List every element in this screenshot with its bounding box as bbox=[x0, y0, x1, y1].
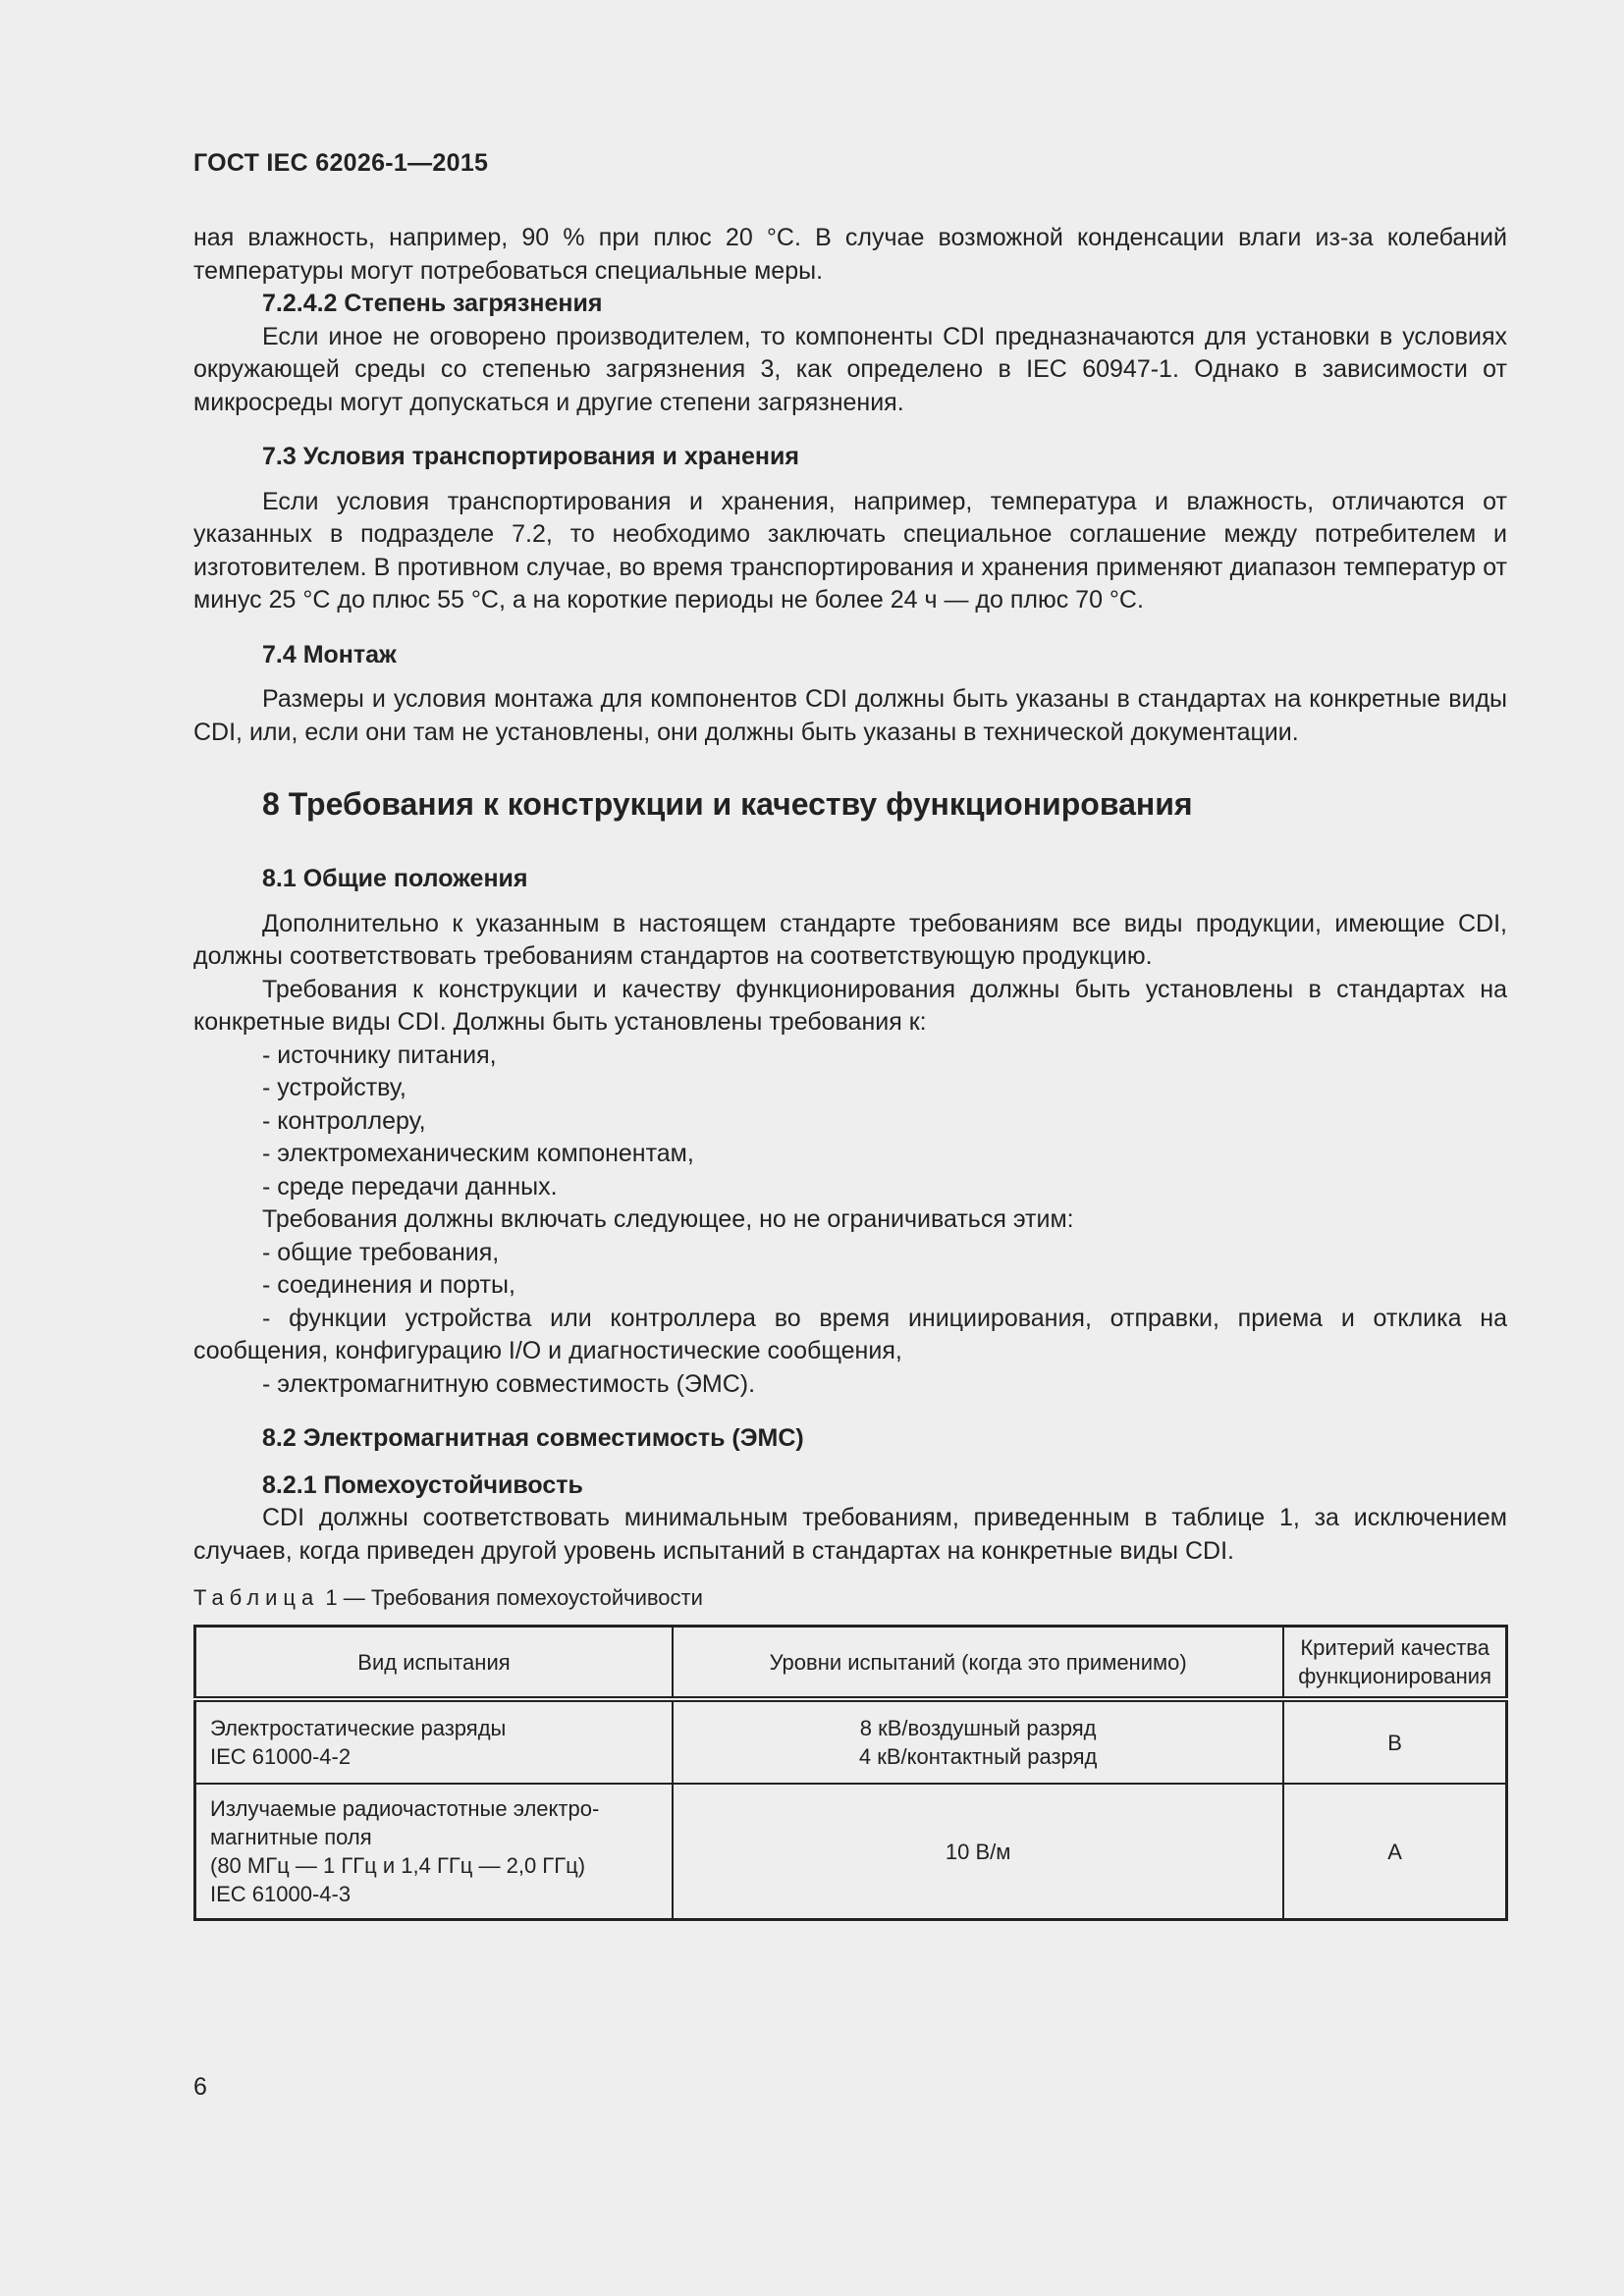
paragraph-8-2-1: CDI должны соответствовать минимальным требованиям, приведенным в таблице 1, за исключением случаев, когда приведен другой уровень испытаний в стандартах на конкретные виды CDI. bbox=[193, 1504, 1507, 1565]
cell-test-type bbox=[195, 1784, 673, 1920]
list-item: - электромагнитную совместимость (ЭМС). bbox=[262, 1369, 756, 1398]
heading-7-3: 7.3 Условия транспортирования и хранения bbox=[262, 443, 799, 470]
header-test-levels: Уровни испытаний (когда это применимо) bbox=[673, 1627, 1283, 1700]
list-item: - электромеханическим компонентам, bbox=[262, 1140, 694, 1167]
header-criterion-line2: функционирования bbox=[1298, 1664, 1491, 1688]
cell-line: 8 кВ/воздушный разряд bbox=[859, 1716, 1097, 1740]
paragraph-7-2-4-2: Если иное не оговорено производителем, то компоненты CDI предназначаются для установки в условиях окружающей среды со степенью загрязнения 3, как определено в IEC 60947-1. Однако в зависимости от микросреды могут допускаться и другие степени загрязнения. bbox=[193, 322, 1507, 416]
cell-line: Электростатические разряды bbox=[210, 1716, 507, 1740]
table-header-row bbox=[195, 1627, 1507, 1700]
cell-line: Излучаемые радиочастотные электро- bbox=[210, 1796, 600, 1821]
cell-line: 4 кВ/контактный разряд bbox=[858, 1744, 1098, 1769]
paragraph-7-3: Если условия транспортирования и хранения, например, температура и влажность, отличаются от указанных в подразделе 7.2, то необходимо заключать специальное соглашение между потребителем и изготовителем. В противном случае, во время транспортирования и хранения применяют диапазон температур от минус 25 °С до плюс 55 °С, а на короткие периоды не более 24 ч — до плюс 70 °С. bbox=[193, 487, 1507, 614]
cell-line: магнитные поля bbox=[210, 1825, 372, 1849]
table-row bbox=[195, 1784, 1507, 1920]
table-caption-text: 1 — Требования помехоустойчивости bbox=[319, 1585, 703, 1610]
immunity-requirements-table bbox=[193, 1625, 1508, 1921]
list-item: - среде передачи данных. bbox=[262, 1172, 558, 1201]
heading-section-8: 8 Требования к конструкции и качеству функционирования bbox=[262, 786, 1193, 822]
header-criterion bbox=[1283, 1627, 1506, 1700]
page-number: 6 bbox=[193, 2073, 207, 2101]
header-test-type: Вид испытания bbox=[195, 1627, 673, 1700]
table-caption bbox=[193, 1583, 1507, 1613]
list-item: - устройству, bbox=[262, 1074, 406, 1101]
cell-criterion: B bbox=[1283, 1699, 1506, 1784]
heading-8-2: 8.2 Электромагнитная совместимость (ЭМС) bbox=[262, 1424, 804, 1452]
cell-line: (80 МГц — 1 ГГц и 1,4 ГГц — 2,0 ГГц) bbox=[210, 1853, 586, 1878]
paragraph-7-4: Размеры и условия монтажа для компонентов CDI должны быть указаны в стандартах на конкретные виды CDI, или, если они там не установлены, они должны быть указаны в технической документации. bbox=[193, 685, 1507, 746]
cell-criterion: A bbox=[1283, 1784, 1506, 1920]
cell-test-levels bbox=[673, 1784, 1283, 1920]
list-item: - общие требования, bbox=[262, 1238, 500, 1266]
page-body bbox=[193, 222, 1507, 1921]
cell-test-type bbox=[195, 1699, 673, 1784]
cell-test-levels bbox=[673, 1699, 1283, 1784]
list-item: - функции устройства или контроллера во время инициирования, отправки, приема и отклика на сообщения, конфигурацию I/O и диагностические сообщения, bbox=[193, 1304, 1507, 1364]
list-item: - соединения и порты, bbox=[262, 1271, 515, 1299]
cell-line: IEC 61000-4-3 bbox=[210, 1882, 352, 1906]
intro-paragraph: ная влажность, например, 90 % при плюс 20 °С. В случае возможной конденсации влаги из-за колебаний температуры могут потребоваться специальные меры. bbox=[193, 224, 1507, 285]
header-criterion-line1: Критерий качества bbox=[1300, 1635, 1489, 1660]
table-row bbox=[195, 1699, 1507, 1784]
table-caption-label: Таблица bbox=[193, 1585, 320, 1610]
paragraph-8-1-c: Требования должны включать следующее, но не ограничиваться этим: bbox=[262, 1205, 1074, 1233]
cell-line: IEC 61000-4-2 bbox=[210, 1744, 352, 1769]
heading-7-2-4-2: 7.2.4.2 Степень загрязнения bbox=[262, 290, 603, 317]
cell-line: 10 В/м bbox=[945, 1839, 1011, 1864]
heading-8-2-1: 8.2.1 Помехоустойчивость bbox=[262, 1470, 583, 1499]
heading-7-4: 7.4 Монтаж bbox=[262, 640, 397, 668]
heading-8-1: 8.1 Общие положения bbox=[262, 865, 528, 892]
paragraph-8-1-b: Требования к конструкции и качеству функционирования должны быть установлены в стандартах на конкретные виды CDI. Должны быть установлены требования к: bbox=[193, 975, 1507, 1036]
standard-header: ГОСТ IEC 62026-1—2015 bbox=[193, 149, 489, 177]
paragraph-8-1-a: Дополнительно к указанным в настоящем стандарте требованиям все виды продукции, имеющие CDI, должны соответствовать требованиям стандартов на соответствующую продукцию. bbox=[193, 909, 1507, 970]
list-item: - источнику питания, bbox=[262, 1041, 497, 1069]
list-item: - контроллеру, bbox=[262, 1106, 426, 1135]
